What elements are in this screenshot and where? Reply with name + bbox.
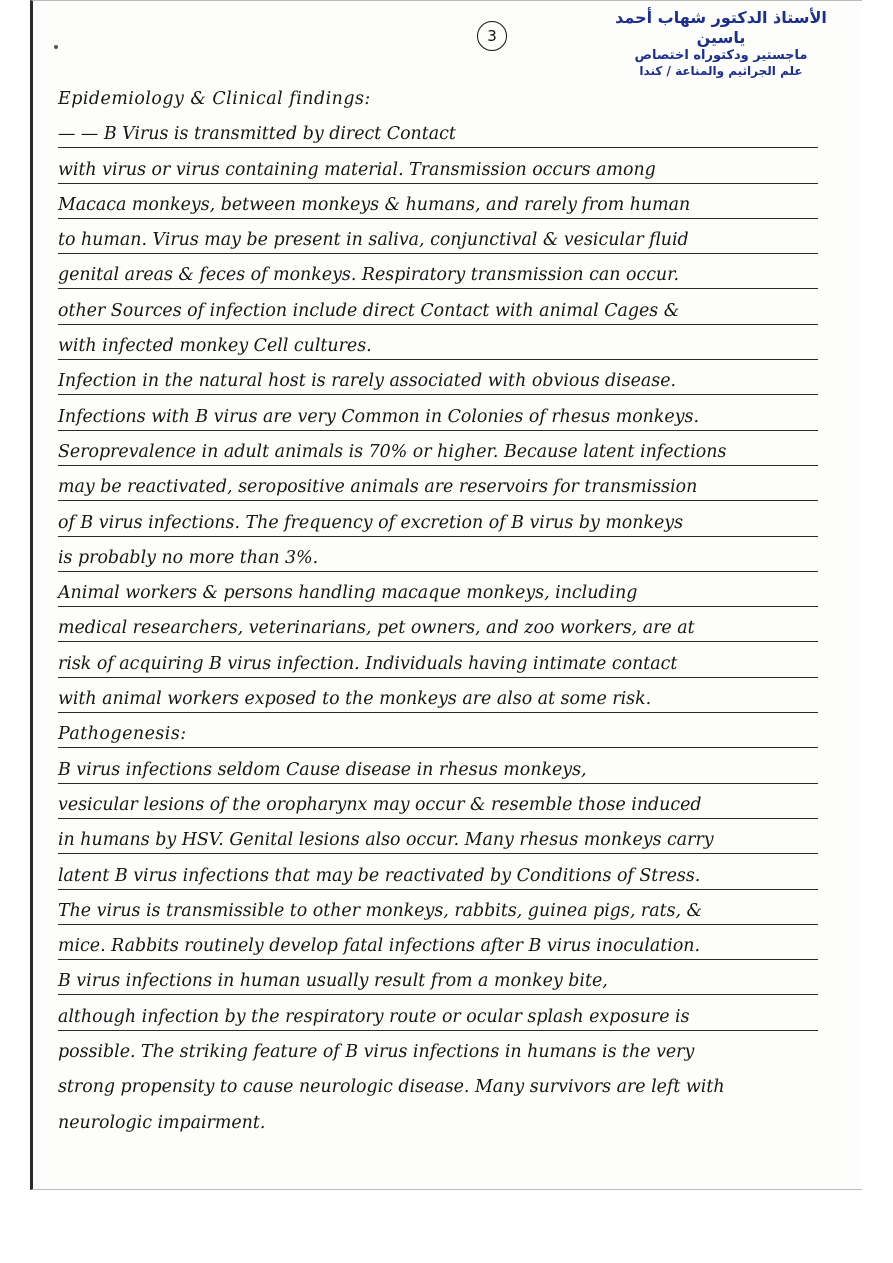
- stamp-name: الأستاذ الدكتور شهاب أحمد ياسين: [615, 8, 827, 47]
- text-line: Seroprevalence in adult animals is 70% or higher. Because latent infections: [58, 437, 858, 472]
- text-line: neurologic impairment.: [58, 1112, 266, 1133]
- text-line: medical researchers, veterinarians, pet owners, and zoo workers, are at: [58, 613, 858, 648]
- author-stamp: [611, 8, 831, 79]
- text-line: Animal workers & persons handling macaque monkeys, including: [58, 578, 858, 613]
- text-line: Infections with B virus are very Common in Colonies of rhesus monkeys.: [58, 402, 858, 437]
- text-line: is probably no more than 3%.: [58, 543, 858, 578]
- page-number-circle: [477, 21, 507, 51]
- text-line: Infection in the natural host is rarely associated with obvious disease.: [58, 366, 858, 401]
- text-line: may be reactivated, seropositive animals are reservoirs for transmission: [58, 472, 858, 507]
- text-line: strong propensity to cause neurologic disease. Many survivors are left with: [58, 1077, 725, 1098]
- text-line: B virus infections in human usually result from a monkey bite,: [58, 966, 858, 1001]
- text-line: with virus or virus containing material. Transmission occurs among: [58, 155, 858, 190]
- text-line: B virus infections seldom Cause disease in rhesus monkeys,: [58, 755, 858, 790]
- text-line: in humans by HSV. Genital lesions also occur. Many rhesus monkeys carry: [58, 825, 858, 860]
- handwritten-notes: [58, 84, 858, 1143]
- stamp-field: علم الجراثيم والمناعة / كندا: [639, 64, 803, 79]
- section-heading-pathogenesis: Pathogenesis:: [58, 719, 858, 754]
- stamp-degree: ماجستير ودكتوراه اختصاص: [634, 48, 808, 63]
- text-line: risk of acquiring B virus infection. Individuals having intimate contact: [58, 649, 858, 684]
- page-number: 3: [487, 27, 497, 45]
- text-line: mice. Rabbits routinely develop fatal infections after B virus inoculation.: [58, 931, 858, 966]
- text-line: The virus is transmissible to other monkeys, rabbits, guinea pigs, rats, &: [58, 896, 858, 931]
- text-line: with animal workers exposed to the monkeys are also at some risk.: [58, 684, 858, 719]
- text-line: genital areas & feces of monkeys. Respiratory transmission can occur.: [58, 260, 858, 295]
- text-line: possible. The striking feature of B virus infections in humans is the very: [58, 1042, 695, 1063]
- paper-speck: [54, 45, 58, 49]
- text-line: vesicular lesions of the oropharynx may occur & resemble those induced: [58, 790, 858, 825]
- text-line: with infected monkey Cell cultures.: [58, 331, 858, 366]
- text-line: — — B Virus is transmitted by direct Contact: [58, 119, 858, 154]
- text-line: of B virus infections. The frequency of excretion of B virus by monkeys: [58, 508, 858, 543]
- text-line: although infection by the respiratory route or ocular splash exposure is: [58, 1002, 858, 1037]
- text-line: latent B virus infections that may be reactivated by Conditions of Stress.: [58, 861, 858, 896]
- text-line: other Sources of infection include direct Contact with animal Cages &: [58, 296, 858, 331]
- text-line: Macaca monkeys, between monkeys & humans, and rarely from human: [58, 190, 858, 225]
- text-line: to human. Virus may be present in saliva, conjunctival & vesicular fluid: [58, 225, 858, 260]
- section-heading-epidemiology: Epidemiology & Clinical findings:: [58, 89, 371, 109]
